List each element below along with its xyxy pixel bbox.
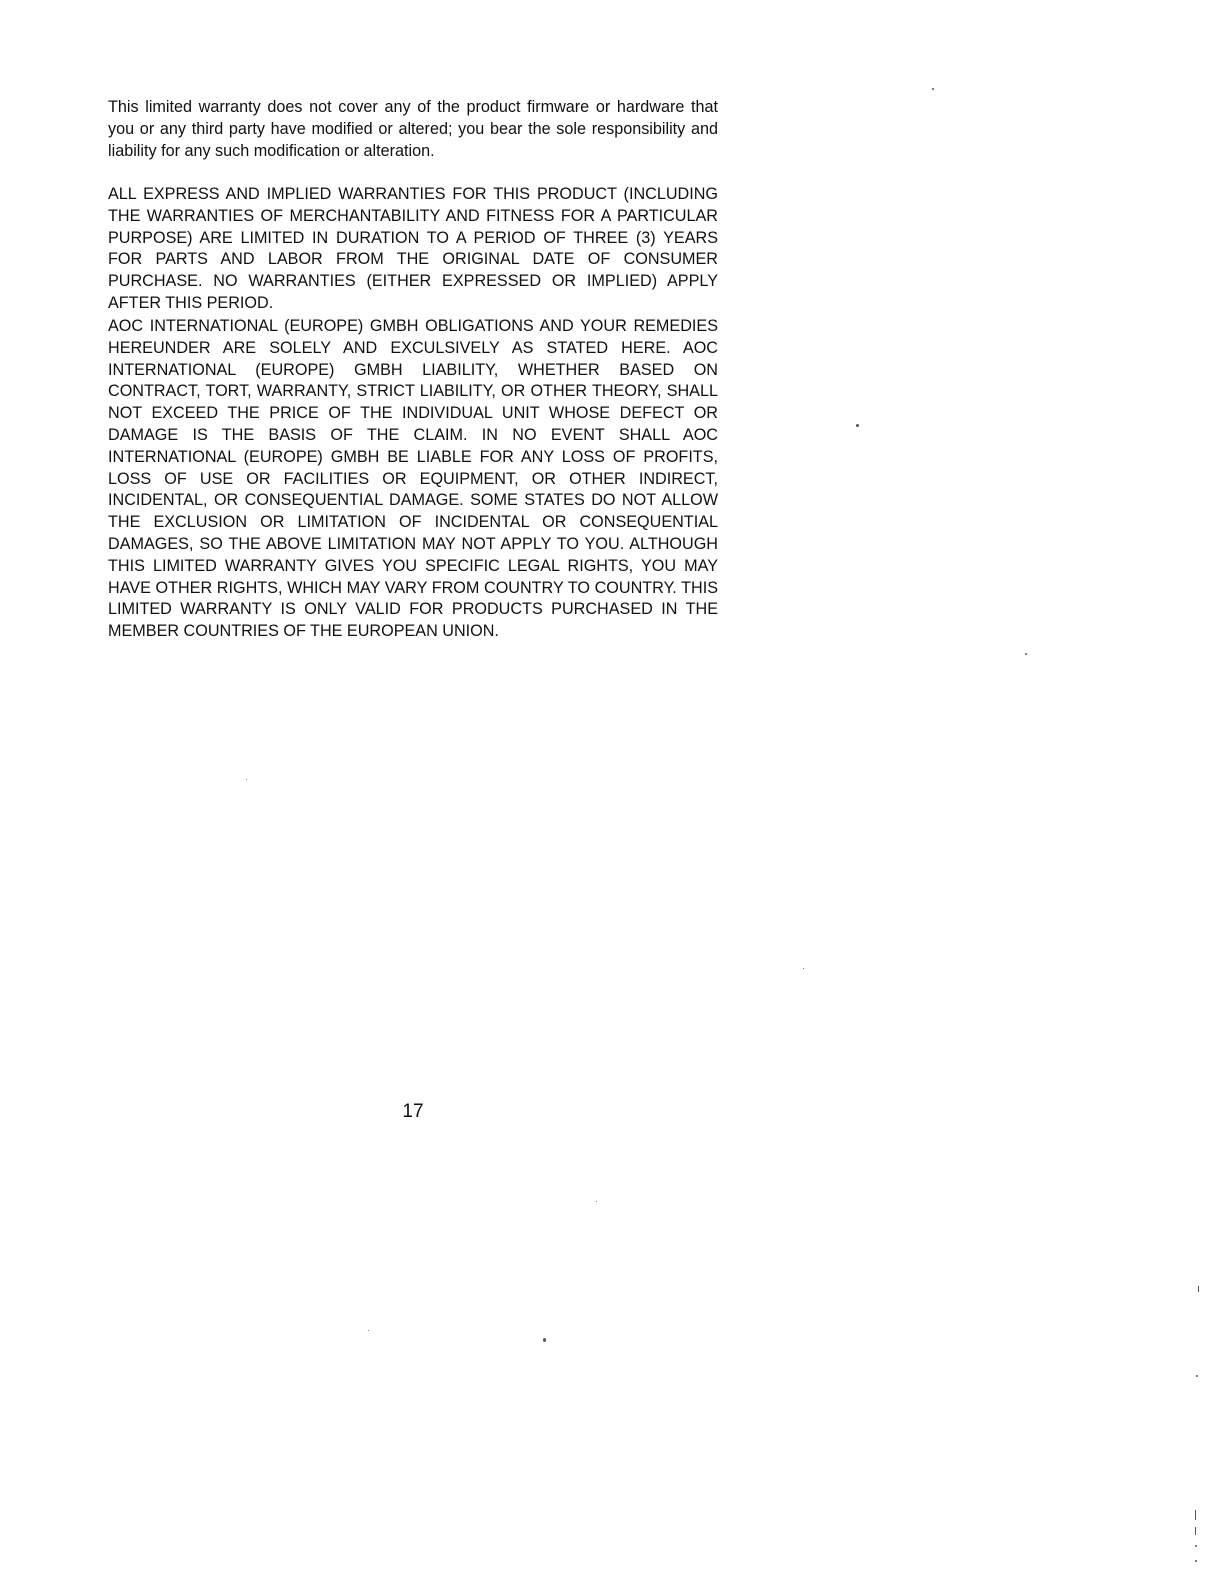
liability-limitation-paragraph: AOC INTERNATIONAL (EUROPE) GMBH OBLIGATIONS AND YOUR REMEDIES HEREUNDER ARE SOLELY AND EXCULSIVELY AS STATED HERE. AOC INTERNATIONAL (EUROPE) GMBH LIABILITY, WHETHER BASED ON CONTRACT, TORT, WARRANTY, STRICT LIABILITY, OR OTHER THEORY, SHALL NOT EXCEED THE PRICE OF THE INDIVIDUAL UNIT WHOSE DEFECT OR DAMAGE IS THE BASIS OF THE CLAIM. IN NO EVENT SHALL AOC INTERNATIONAL (EUROPE) GMBH BE LIABLE FOR ANY LOSS OF PROFITS, LOSS OF USE OR FACILITIES OR EQUIPMENT, OR OTHER INDIRECT, INCIDENTAL, OR CONSEQUENTIAL DAMAGE. SOME STATES DO NOT ALLOW THE EXCLUSION OR LIMITATION OF INCIDENTAL OR CONSEQUENTIAL DAMAGES, SO THE ABOVE LIMITATION MAY NOT APPLY TO YOU. ALTHOUGH THIS LIMITED WARRANTY GIVES YOU SPECIFIC LEGAL RIGHTS, YOU MAY HAVE OTHER RIGHTS, WHICH MAY VARY FROM COUNTRY TO COUNTRY. THIS LIMITED WARRANTY IS ONLY VALID FOR PRODUCTS PURCHASED IN THE MEMBER COUNTRIES OF THE EUROPEAN UNION. bbox=[108, 317, 718, 641]
scan-speck bbox=[932, 88, 934, 90]
scan-speck bbox=[1195, 1510, 1196, 1520]
scan-speck bbox=[1025, 653, 1027, 655]
scan-speck bbox=[856, 424, 859, 427]
scan-speck bbox=[1195, 1545, 1197, 1547]
scan-speck bbox=[803, 968, 804, 969]
scan-speck bbox=[246, 779, 247, 780]
warranty-modification-paragraph: This limited warranty does not cover any of the product firmware or hardware that you or any third party have modified or altered; you bear the sole responsibility and liability for any such modification or alteration. bbox=[108, 98, 718, 160]
scan-speck bbox=[596, 1201, 597, 1202]
implied-warranties-paragraph: ALL EXPRESS AND IMPLIED WARRANTIES FOR THIS PRODUCT (INCLUDING THE WARRANTIES OF MERCHANTABILITY AND FITNESS FOR A PARTICULAR PURPOSE) ARE LIMITED IN DURATION TO A PERIOD OF THREE (3) YEARS FOR PARTS AND LABOR FROM THE ORIGINAL DATE OF CONSUMER PURCHASE. NO WARRANTIES (EITHER EXPRESSED OR IMPLIED) APPLY AFTER THIS PERIOD. bbox=[108, 185, 718, 312]
scan-speck bbox=[368, 1330, 369, 1331]
page-number: 17 bbox=[402, 1101, 424, 1122]
scan-speck bbox=[1198, 1286, 1199, 1292]
scan-speck bbox=[1195, 1560, 1197, 1562]
scan-speck bbox=[543, 1338, 546, 1342]
scan-speck bbox=[1195, 1527, 1196, 1535]
scan-speck bbox=[1196, 1375, 1198, 1377]
